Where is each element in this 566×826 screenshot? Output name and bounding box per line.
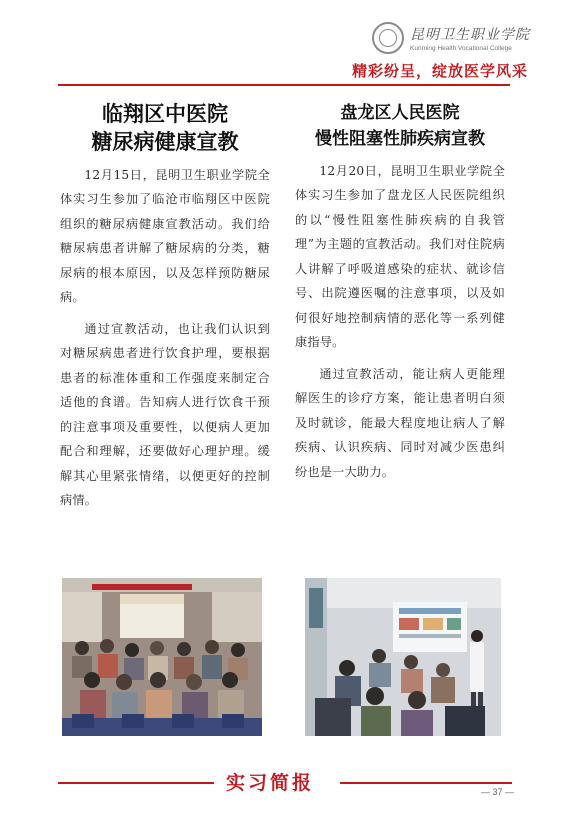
right-paragraph-1: 12月20日，昆明卫生职业学院全体实习生参加了盘龙区人民医院组织的以“慢性阻塞性肺疾病的自我管理”为主题的宣教活动。我们对住院病人讲解了呼吸道感染的症状、就诊信号、出院遵医嘱的注意事项，以及如何很好地控制病情的恶化等一系列健康指导。: [295, 163, 505, 350]
college-logo: [372, 22, 530, 54]
right-article: [295, 100, 505, 484]
logo-chinese-name: 昆明卫生职业学院: [410, 27, 530, 43]
right-paragraph-2: 通过宣教活动，能让病人更能理解医生的诊疗方案，能让患者明白须及时就诊，能最大程度地让病人了解疾病、认识疾病、同时对减少医患纠纷也是一大助力。: [295, 366, 505, 479]
copd-education-photo: [305, 578, 501, 736]
college-seal-icon: [372, 22, 404, 54]
left-title-line-2: 糖尿病健康宣教: [91, 129, 239, 155]
right-article-title: [295, 100, 505, 153]
diabetes-lecture-photo: [62, 578, 262, 736]
logo-english-name: Kunming Health Vocational College: [410, 45, 512, 52]
page-number: — 37 —: [480, 787, 514, 797]
left-paragraph-2: 通过宣教活动，也让我们认识到对糖尿病患者进行饮食护理，要根据患者的标准体重和工作强度来制定合适他的食谱。告知病人进行饮食干预的注意事项及重要性，以便病人更加配合和理解，还要做好心理护理。缓解其心里紧张情绪，以便更好的控制病情。: [60, 321, 270, 508]
footer-title: 实习简报: [226, 772, 315, 794]
left-paragraph-1: 12月15日，昆明卫生职业学院全体实习生参加了临沧市临翔区中医院组织的糖尿病健康宣教活动。我们给糖尿病患者讲解了糖尿病的分类，糖尿病的根本原因，以及怎样预防糖尿病。: [60, 167, 270, 305]
header-divider: [58, 84, 510, 86]
right-title-line-2: 慢性阻塞性肺疾病宣教: [315, 129, 485, 150]
left-article-title: [60, 100, 270, 157]
header-slogan: 精彩纷呈，绽放医学风采: [351, 62, 528, 80]
right-title-line-1: 盘龙区人民医院: [340, 103, 460, 123]
footer-divider-right: [340, 782, 512, 784]
footer-divider-left: [58, 782, 214, 784]
left-title-line-1: 临翔区中医院: [102, 101, 228, 126]
left-article: [60, 100, 270, 513]
